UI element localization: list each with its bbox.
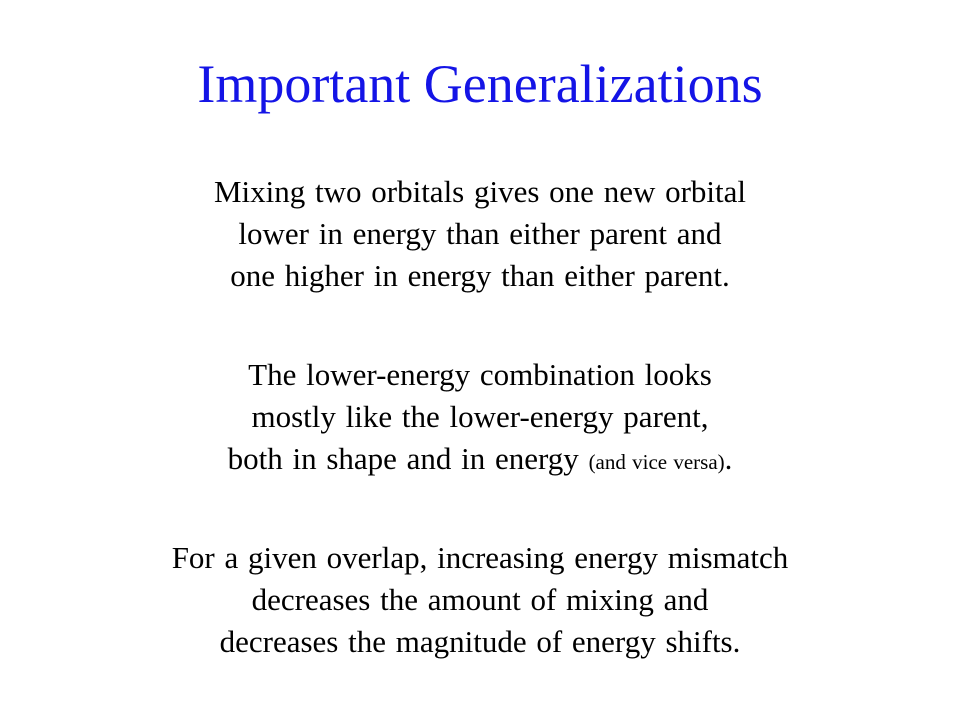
generalization-energy-mismatch — [0, 537, 960, 663]
text-line: decreases the magnitude of energy shifts. — [219, 624, 741, 659]
text-line: mostly like the lower-energy parent, — [251, 399, 709, 434]
generalization-lower-energy-combination — [0, 354, 960, 483]
text-line: Mixing two orbitals gives one new orbital — [213, 174, 747, 209]
text-line-period: . — [724, 441, 733, 476]
slide-title: Important Generalizations — [197, 54, 763, 114]
text-line-main: both in shape and in energy — [227, 441, 589, 476]
text-line — [0, 438, 960, 483]
text-line: The lower-energy combination looks — [248, 357, 712, 392]
vice-versa-note: (and vice versa) — [588, 450, 725, 474]
text-line: one higher in energy than either parent. — [230, 258, 730, 293]
text-line: For a given overlap, increasing energy mismatch — [171, 540, 789, 575]
text-line: decreases the amount of mixing and — [251, 582, 709, 617]
generalization-orbital-mixing — [0, 171, 960, 297]
text-line: lower in energy than either parent and — [238, 216, 722, 251]
